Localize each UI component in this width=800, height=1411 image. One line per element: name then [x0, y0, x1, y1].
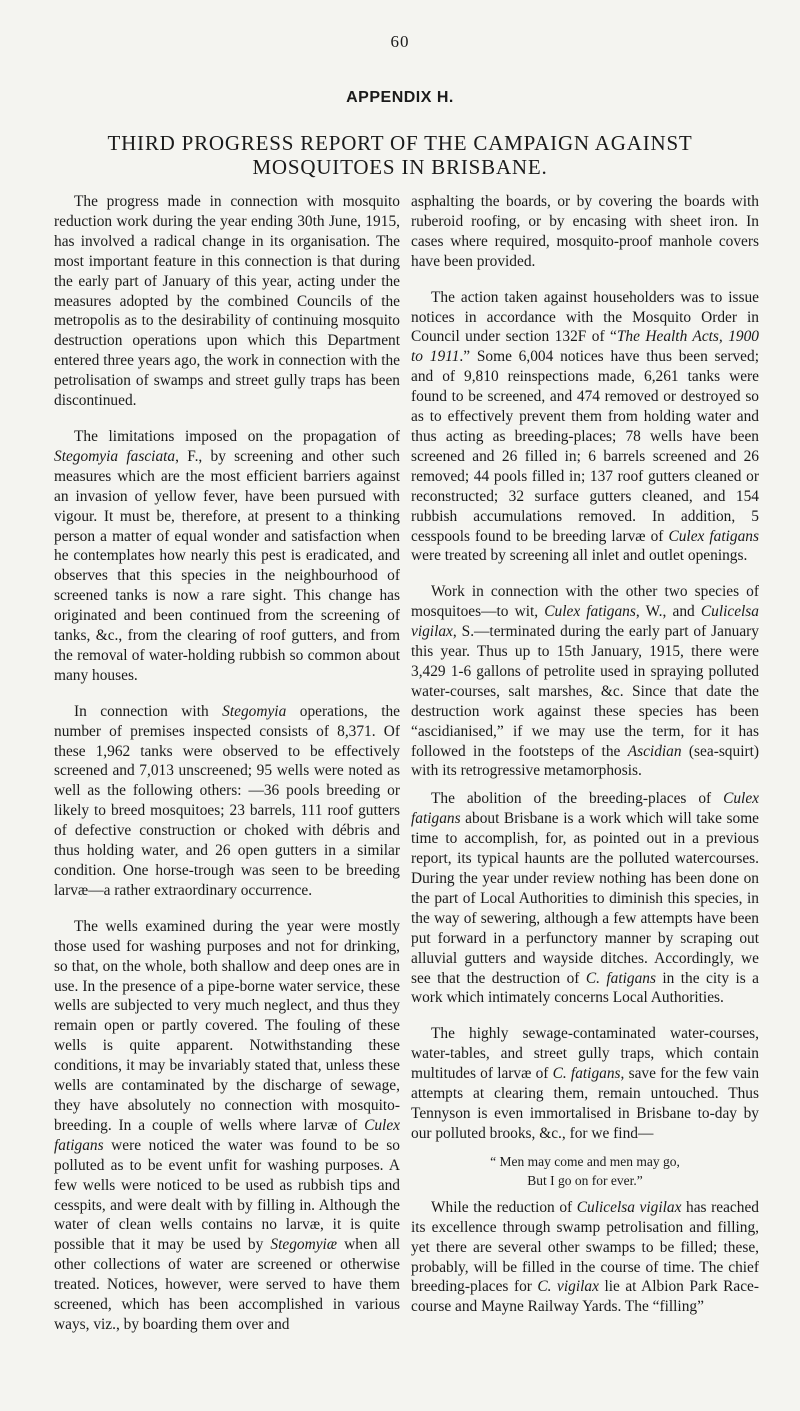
right-column [411, 192, 759, 1333]
species-name: C. fatigans [585, 969, 656, 987]
paragraph: The limitations imposed on the propagation of Stegomyia fasciata, F., by screening and other such measures which are the most efficient barriers against an invasion of yellow fever, have been pursued with vigour. It must be, therefore, at present to a thinking person a matter of equal wonder and satisfaction when he contemplates how nearly this pest is eradicated, and observes that this species in the neighbourhood of screened tanks is now a rare sight. This change has originated and been continued from the screening of tanks, &c., from the clearing of roof gutters, and from the removal of water-holding rubbish so common about many houses. [54, 427, 401, 684]
title-line-2: MOSQUITOES IN BRISBANE. [252, 155, 548, 179]
species-name: Stegomyia [222, 702, 287, 720]
paragraph: Work in connection with the other two species of mosquitoes—to wit, Culex fatigans, W., and Culicelsa vigilax, S.—terminated during the early part of January this year. Thus up to 15th January, 1915, there were 3,429 1-6 gallons of petrolite used in spraying polluted water-courses, salt marshes, &c. Since that date the destruction work against these species has been “ascidianised,” if we may use the term, for it has followed in the footsteps of the Ascidian (sea-squirt) with its retrogressive metamorphosis. [411, 583, 759, 780]
paragraph: While the reduction of Culicelsa vigilax has reached its excellence through swamp petrolisation and filling, yet there are several other swamps to be filled; these, probably, will be filled in the course of time. The chief breeding-places for C. vigilax lie at Albion Park Race-course and Mayne Railway Yards. The “filling” [411, 1198, 759, 1316]
quote-line-2: But I go on for ever.” [527, 1172, 643, 1188]
left-column [54, 192, 400, 1351]
genus-name: Ascidian [627, 742, 682, 760]
paragraph: The wells examined during the year were mostly those used for washing purposes and not for drinking, so that, on the whole, both shallow and deep ones are in use. In the presence of a pipe-borne water service, these wells are subjected to very much neglect, and thus they remain open or partly covered. The fouling of these wells is quite apparent. Notwithstanding these conditions, it may be invariably stated that, unless these wells are contaminated by the discharge of sewage, they have absolutely no connection with mosquito-breeding. In a couple of wells where larvæ of Culex fatigans were noticed the water was found to be so polluted as to be event unfit for washing purposes. A few wells were noticed to be used as rubbish tips and cesspits, and were dealt with by filling in. Although the water of clean wells contains no larvæ, it is quite possible that it may be used by Stegomyiæ when all other collections of water are screened or otherwise treated. Notices, however, were served to have them screened, which has been accomplished in various ways, viz., by boarding them over and [54, 917, 400, 1333]
paragraph: The abolition of the breeding-places of Culex fatigans about Brisbane is a work which will take some time to accomplish, for, as pointed out in a previous report, its typical haunts are the polluted watercourses. During the year under review nothing has been done on the part of Local Authorities to diminish this species, in the way of sewering, although a few attempts have been put forward in a perfunctory manner by scraping out alluvial gutters and wayside ditches. Accordingly, we see that the destruction of C. fatigans in the city is a work which intimately concerns Local Authorities. [411, 790, 760, 1007]
species-name: C. vigilax [537, 1278, 599, 1296]
species-name: Culex fatigans [411, 790, 759, 828]
species-name: Culicelsa vigilax [411, 603, 759, 641]
appendix-heading: APPENDIX H. [346, 89, 454, 106]
tennyson-quote [411, 1152, 759, 1190]
paragraph: The progress made in connection with mosquito reduction work during the year ending 30th June, 1915, has involved a radical change in its organisation. The most important feature in this connection is that during the early part of January of this year, acting under the measures adopted by the combined Councils of the metropolis as to the desirability of continuing mosquito destruction operations upon which this Department entered three years ago, the work in connection with the petrolisation of swamps and street gully traps has been discontinued. [54, 193, 400, 410]
paragraph: The action taken against householders was to issue notices in accordance with the Mosquito Order in Council under section 132F of “The Health Acts, 1900 to 1911.” Some 6,004 notices have thus been served; and of 9,810 reinspections made, 6,261 tanks were found to be screened, and 474 removed or destroyed so as to effectively prevent them from holding water and thus acting as breeding-places; 78 wells have been screened and 26 filled in; 6 barrels screened and 26 removed; 44 pools filled in; 137 roof gutters cleaned or reconstructed; 32 surface gutters cleaned, and 154 rubbish accumulations removed. In addition, 5 cesspools found to be breeding larvæ of Culex fatigans were treated by screening all inlet and outlet openings. [411, 288, 759, 565]
species-name: Culex fatigans [544, 603, 636, 621]
title-line-1: THIRD PROGRESS REPORT OF THE CAMPAIGN AGAINST [107, 131, 693, 155]
species-name: Culicelsa vigilax [576, 1198, 682, 1216]
quote-line-1: “ Men may come and men may go, [490, 1153, 680, 1169]
act-title: The Health Acts, 1900 to 1911 [411, 328, 759, 366]
paragraph: The highly sewage-contaminated water-courses, water-tables, and street gully traps, which contain multitudes of larvæ of C. fatigans, save for the few vain attempts at clearing them, remain untouched. Thus Tennyson is even immortalised in Brisbane to-day by our polluted brooks, &c., for we find— [411, 1025, 760, 1142]
species-name: Stegomyiæ [270, 1236, 338, 1254]
paragraph: asphalting the boards, or by covering the boards with ruberoid roofing, or by encasing with sheet iron. In cases where required, mosquito-proof manhole covers have been provided. [411, 193, 759, 270]
species-name: Culex fatigans [54, 1116, 400, 1154]
report-title [40, 131, 760, 179]
species-name: Stegomyia fasciata [54, 447, 176, 465]
species-name: Culex fatigans [668, 527, 759, 545]
paragraph: In connection with Stegomyia operations, the number of premises inspected consists of 8,371. Of these 1,962 tanks were observed to be effectively screened and 7,013 unscreened; 95 wells were noted as well as the following others: —36 pools breeding or likely to breed mosquitoes; 23 barrels, 111 roof gutters of defective construction or choked with débris and thus holding water, and 26 open gutters in a similar condition. One horse-trough was seen to be breeding larvæ—a rather extraordinary occurrence. [54, 702, 400, 899]
species-name: C. fatigans [552, 1065, 621, 1083]
page-number: 60 [390, 32, 410, 51]
